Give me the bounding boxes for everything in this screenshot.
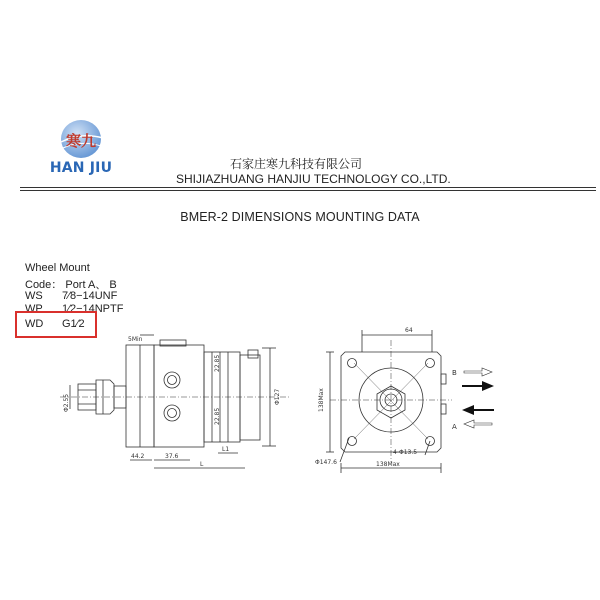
dim-64: 64 (405, 327, 413, 334)
port-label-a: A (452, 423, 457, 431)
dim-138-horizontal: 138Max (376, 461, 400, 468)
port-b-arrows (452, 368, 494, 391)
dim-138-vertical: 138Max (318, 388, 325, 412)
spec-code: WD (25, 318, 44, 330)
dim-22-85-bottom: 22.85 (214, 407, 221, 425)
dim-37-6: 37.6 (165, 453, 179, 460)
dim-127: Φ127 (274, 388, 281, 405)
arrow-right-outline-icon (464, 368, 492, 376)
dim-L: L (200, 461, 204, 468)
spec-header-line-1: Wheel Mount (25, 262, 90, 274)
dim-44-2: 44.2 (131, 453, 145, 460)
front-view (326, 330, 452, 473)
arrow-right-solid-icon (462, 381, 494, 391)
side-view (60, 335, 290, 468)
logo-glyph: 寒九 (65, 132, 97, 150)
document-title: BMER-2 DIMENSIONS MOUNTING DATA (180, 210, 420, 224)
spec-port: 7⁄8−14UNF (62, 290, 118, 302)
arrow-left-outline-icon (464, 420, 492, 428)
dim-shaft-dia: Φ2.55 (63, 393, 70, 412)
company-name-english: SHIJIAZHUANG HANJIU TECHNOLOGY CO.,LTD. (176, 172, 451, 186)
dim-holes: 4-Φ13.5 (393, 449, 418, 456)
dim-L1: L1 (222, 446, 230, 453)
dim-147-6: Φ147.6 (315, 459, 337, 466)
spec-port: 1⁄2−14NPTF (62, 303, 124, 312)
spec-header-line-2: Code： Port A、 B (25, 279, 117, 291)
arrow-left-solid-icon (462, 405, 494, 415)
port-a-arrows (452, 405, 494, 431)
dim-5min: 5Min (128, 336, 143, 343)
spec-code: WP (25, 303, 43, 312)
logo-text: HAN JIU (49, 160, 113, 176)
spec-port: G1⁄2 (62, 318, 85, 330)
company-name-chinese: 石家庄寒九科技有限公司 (230, 157, 363, 171)
spec-code: WS (25, 290, 43, 302)
port-label-b: B (452, 369, 457, 377)
dim-22-85-top: 22.85 (214, 354, 221, 372)
